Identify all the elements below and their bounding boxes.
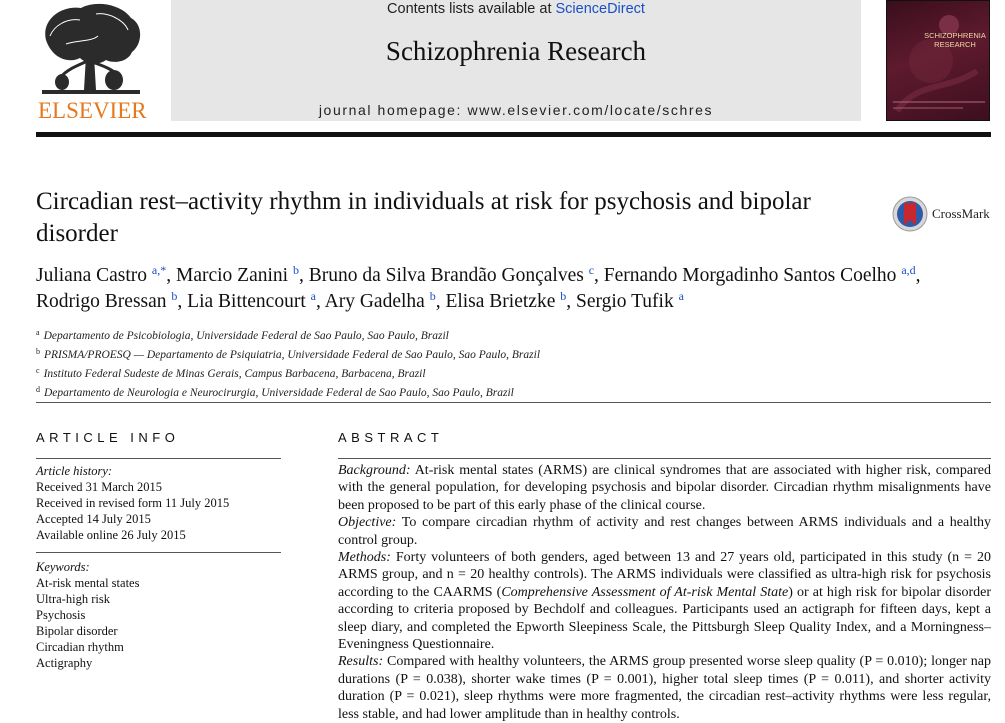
keywords-rule	[36, 552, 281, 553]
history-item: Accepted 14 July 2015	[36, 512, 151, 526]
crossmark-badge[interactable]	[892, 195, 992, 235]
affiliation: $^b$ PRISMA/PROESQ — Departamento de Psiquiatria, Universidade Federal de Sao Paulo, Sao Paulo, Brazil	[36, 347, 541, 361]
journal-title[interactable]: Schizophrenia Research	[385, 36, 647, 66]
keyword[interactable]: Bipolar disorder	[36, 624, 118, 638]
crossmark-label: CrossMark	[932, 206, 990, 221]
author-affiliation-mark[interactable]: c	[588, 263, 595, 277]
article-history	[36, 463, 286, 543]
abstract-heading: ABSTRACT	[338, 430, 444, 445]
header-rule	[36, 132, 991, 137]
abstract-rule	[338, 458, 991, 459]
publisher-name: ELSEVIER	[38, 98, 147, 123]
affiliation: $^d$ Departamento de Neurologia e Neurocirurgia, Universidade Federal de Sao Paulo, Sao Paulo, Brazil	[36, 385, 514, 399]
author[interactable]: Juliana Castro $^{a,*}$,	[36, 263, 176, 286]
keywords-label: Keywords:	[36, 560, 90, 574]
history-item: Available online 26 July 2015	[36, 528, 186, 542]
keyword[interactable]: Ultra-high risk	[36, 592, 110, 606]
abstract-objective: Objective: To compare circadian rhythm of activity and rest changes between ARMS individuals and a healthy control group.	[338, 515, 991, 548]
keyword[interactable]: Psychosis	[36, 608, 86, 622]
elsevier-logo[interactable]	[36, 0, 148, 124]
author[interactable]: Ary Gadelha $^b$,	[324, 289, 446, 312]
cover-art-icon	[887, 1, 990, 121]
affiliation: $^a$ Departamento de Psicobiologia, Universidade Federal de Sao Paulo, Sao Paulo, Brazil	[36, 328, 449, 342]
abstract-body	[338, 462, 991, 723]
sciencedirect-link[interactable]: ScienceDirect	[555, 1, 645, 17]
author-affiliation-mark[interactable]: a,*	[151, 263, 167, 277]
history-item: Received in revised form 11 July 2015	[36, 496, 230, 510]
contents-prefix: Contents lists available at	[387, 1, 556, 17]
keyword[interactable]: At-risk mental states	[36, 576, 140, 590]
abstract-background: Background: At-risk mental states (ARMS) are clinical syndromes that are associated with higher risk, compared with the general population, for developing psychosis and bipolar disorder. Circadian rhythm misalignments have been proposed to be part of this early phase of the clinical course.	[338, 463, 991, 513]
contents-line	[171, 1, 861, 17]
author[interactable]: Bruno da Silva Brandão Gonçalves $^c$,	[308, 263, 604, 286]
author[interactable]: Rodrigo Bressan $^b$,	[36, 289, 188, 312]
elsevier-tree-icon	[36, 0, 146, 98]
keyword[interactable]: Circadian rhythm	[36, 640, 124, 654]
article-info-heading: ARTICLE INFO	[36, 430, 180, 445]
author[interactable]: Marcio Zanini $^b$,	[175, 263, 309, 286]
author-affiliation-mark[interactable]: b	[292, 263, 299, 277]
article-info-rule	[36, 458, 281, 459]
author-affiliation-mark[interactable]: b	[429, 289, 436, 303]
author-list	[36, 263, 996, 315]
abstract-results: Results: Compared with healthy volunteers, the ARMS group presented worse sleep quality (P = 0.010); longer nap durations (P = 0.038), shorter wake times (P = 0.001), higher total sleep times (P = 0.011), and shorter activity duration (P = 0.021), sleep rhythms were more fragmented, the circadian rest–activity rhythms were less regular, less stable, and had lower amplitude than in healthy controls.	[338, 654, 991, 722]
author-affiliation-mark[interactable]: a	[310, 289, 316, 303]
author[interactable]: Fernando Morgadinho Santos Coelho $^{a,d}$,	[603, 263, 921, 286]
affiliation-list	[36, 325, 936, 401]
author-affiliation-mark[interactable]: b	[560, 289, 567, 303]
keyword-list	[36, 559, 286, 671]
journal-homepage[interactable]: journal homepage: www.elsevier.com/locate/schres	[318, 102, 714, 118]
author[interactable]: Lia Bittencourt $^a$,	[187, 289, 325, 312]
article-title: Circadian rest–activity rhythm in individuals at risk for psychosis and bipolar disorder	[36, 188, 811, 247]
keyword[interactable]: Actigraphy	[36, 656, 93, 670]
history-item: Received 31 March 2015	[36, 480, 163, 494]
journal-banner	[171, 0, 861, 121]
section-divider	[36, 402, 991, 403]
crossmark-icon	[892, 195, 928, 235]
history-label: Article history:	[36, 464, 113, 478]
author-affiliation-mark[interactable]: a	[678, 289, 684, 303]
cover-title: SCHIZOPHRENIA RESEARCH	[924, 31, 986, 49]
author[interactable]: Elisa Brietzke $^b$,	[445, 289, 576, 312]
author[interactable]: Sergio Tufik $^a$	[575, 289, 684, 312]
abstract-methods: Methods: Forty volunteers of both genders, aged between 13 and 27 years old, participated in this study (n = 20 ARMS group, and n = 20 healthy controls). The ARMS individuals were classified as ultra-high risk for psychosis according to the CAARMS (Comprehensive Assessment of At-risk Mental State) or at high risk for bipolar disorder according to criteria proposed by Bechdolf and colleagues. Participants used an actigraph for fifteen days, kept a sleep diary, and completed the Epworth Sleepiness Scale, the Pittsburgh Sleep Quality Index, and a Morningness–Eveningness Questionnaire.	[338, 550, 991, 653]
author-affiliation-mark[interactable]: b	[171, 289, 178, 303]
author-affiliation-mark[interactable]: a,d	[901, 263, 916, 277]
affiliation: $^c$ Instituto Federal Sudeste de Minas Gerais, Campus Barbacena, Barbacena, Brazil	[36, 366, 426, 380]
journal-cover[interactable]	[886, 0, 990, 121]
